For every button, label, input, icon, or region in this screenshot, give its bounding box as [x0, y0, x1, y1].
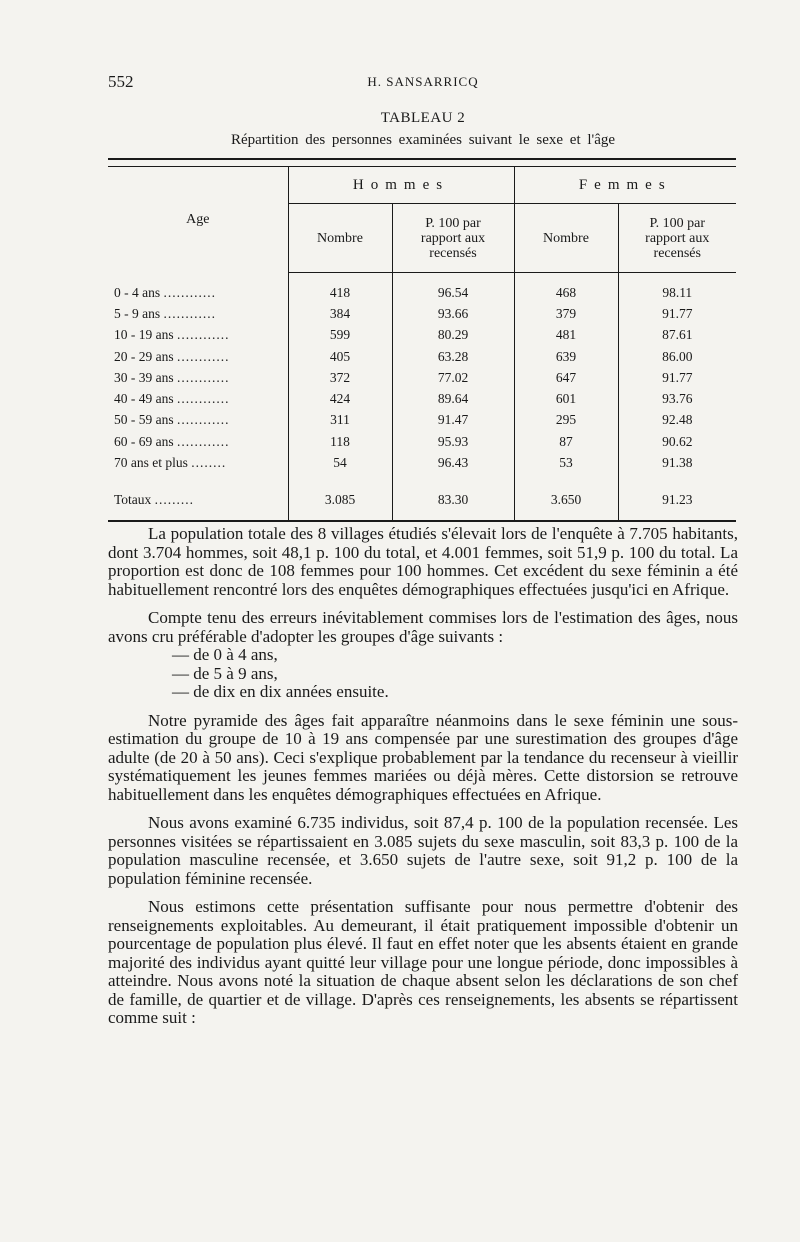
header-pct-line3: recensés [429, 245, 477, 261]
age-group-cell: 5 - 9 ans ............ [108, 303, 288, 324]
table-row [108, 452, 736, 473]
totals-hommes-nombre: 3.085 [288, 488, 392, 512]
header-group-hommes: Hommes [288, 167, 514, 204]
totals-row [108, 488, 736, 512]
hommes-nombre-cell: 118 [288, 431, 392, 452]
paragraph: Notre pyramide des âges fait apparaître néanmoins dans le sexe féminin une sous-estimation du groupe de 10 à 19 ans compensée par une surestimation des groupes d'âge adulte (de 20 à 50 ans). Ceci s'explique probablement par la tendance du recenseur à vieillir systématiquement les jeunes femmes mariées ou déjà mères. Cette distorsion se retrouve habituellement dans les enquêtes démographiques effectuées en Afrique. [108, 710, 738, 804]
page-header [108, 72, 738, 94]
header-age: Age [108, 167, 288, 273]
header-pct-line1: P. 100 par [649, 215, 706, 231]
header-hommes-pct [392, 204, 514, 273]
table-caption: Répartition des personnes examinées suivant le sexe et l'âge [230, 132, 616, 148]
table-row [108, 282, 736, 303]
paragraph: Nous estimons cette présentation suffisante pour nous permettre d'obtenir des renseignements exploitables. Au demeurant, il était pratiquement impossible d'obtenir un pourcentage de population plus élevé. Il faut en effet noter que les absents étaient en grande majorité des individus ayant quitté leur village pour une longue période, donc impossibles à atteindre. Nous avons noté la situation de chaque absent selon les déclarations de son chef de famille, de quartier et de village. D'après ces renseignements, les absents se répartissent comme suit : [108, 897, 738, 1027]
table-row [108, 325, 736, 346]
totals-femmes-pct: 91.23 [662, 491, 693, 507]
femmes-nombre-cell: 601 [514, 388, 618, 409]
running-head: H. SANSARRICQ [367, 74, 479, 89]
age-group-cell: 50 - 59 ans ............ [108, 410, 288, 431]
age-group-cell: 20 - 29 ans ............ [108, 346, 288, 367]
femmes-pct-cell: 87.61 [662, 327, 693, 343]
hommes-nombre-cell: 54 [288, 452, 392, 473]
hommes-nombre-cell: 405 [288, 346, 392, 367]
totals-femmes-nombre: 3.650 [514, 488, 618, 512]
hommes-nombre-cell: 372 [288, 367, 392, 388]
table-title: TABLEAU 2 [380, 110, 466, 126]
list-item: — de dix en dix années ensuite. [172, 682, 389, 701]
hommes-pct-cell: 95.93 [392, 431, 514, 452]
header-pct-line3: recensés [653, 245, 701, 261]
femmes-nombre-cell: 379 [514, 303, 618, 324]
totals-label-cell: Totaux ......... [108, 488, 288, 512]
hommes-pct-cell: 77.02 [392, 367, 514, 388]
hommes-pct-cell: 91.47 [392, 410, 514, 431]
header-pct-line2: rapport aux [645, 230, 710, 246]
table-row [108, 410, 736, 431]
femmes-nombre-cell: 647 [514, 367, 618, 388]
age-group-cell: 0 - 4 ans ............ [108, 282, 288, 303]
header-femmes-pct [618, 204, 736, 273]
age-group-cell: 10 - 19 ans ............ [108, 325, 288, 346]
table-row [108, 346, 736, 367]
femmes-nombre-cell: 87 [514, 431, 618, 452]
femmes-nombre-cell: 481 [514, 325, 618, 346]
page-number: 552 [108, 72, 134, 91]
femmes-pct-cell: 91.77 [662, 369, 693, 385]
table-row [108, 388, 736, 409]
table-row [108, 431, 736, 452]
header-femmes-nombre: Nombre [514, 204, 618, 273]
hommes-pct-cell: 80.29 [392, 325, 514, 346]
femmes-pct-cell: 98.11 [662, 284, 693, 300]
femmes-pct-cell: 91.38 [662, 455, 693, 471]
age-group-cell: 60 - 69 ans ............ [108, 431, 288, 452]
age-group-cell: 70 ans et plus ........ [108, 452, 288, 473]
table-row [108, 303, 736, 324]
paragraph: La population totale des 8 villages étudiés s'élevait lors de l'enquête à 7.705 habitants, dont 3.704 hommes, soit 48,1 p. 100 du total, et 4.001 femmes, soit 51,9 p. 100 du total. La proportion est donc de 108 femmes pour 100 hommes. Cet excédent du sexe féminin a été habituellement rencontré lors des enquêtes démographiques effectuées jusqu'ici en Afrique. [108, 524, 738, 599]
hommes-pct-cell: 89.64 [392, 388, 514, 409]
femmes-pct-cell: 93.76 [662, 391, 693, 407]
hommes-pct-cell: 96.54 [392, 282, 514, 303]
list-item: — de 0 à 4 ans, [172, 645, 278, 664]
totals-hommes-pct: 83.30 [392, 488, 514, 512]
age-sex-table [108, 158, 736, 522]
age-group-list [172, 646, 738, 702]
header-hommes-nombre: Nombre [288, 204, 392, 273]
header-pct-line2: rapport aux [420, 230, 486, 246]
hommes-pct-cell: 93.66 [392, 303, 514, 324]
femmes-nombre-cell: 53 [514, 452, 618, 473]
hommes-pct-cell: 63.28 [392, 346, 514, 367]
list-item: — de 5 à 9 ans, [172, 663, 278, 683]
hommes-pct-cell: 96.43 [392, 452, 514, 473]
hommes-nombre-cell: 311 [288, 410, 392, 431]
header-group-femmes: Femmes [514, 167, 736, 204]
hommes-nombre-cell: 424 [288, 388, 392, 409]
hommes-nombre-cell: 599 [288, 325, 392, 346]
femmes-pct-cell: 91.77 [662, 305, 693, 321]
body-text [108, 525, 738, 1038]
femmes-pct-cell: 86.00 [662, 348, 693, 364]
femmes-pct-cell: 92.48 [662, 412, 693, 428]
table-row [108, 367, 736, 388]
femmes-nombre-cell: 639 [514, 346, 618, 367]
femmes-nombre-cell: 468 [514, 282, 618, 303]
paragraph: Nous avons examiné 6.735 individus, soit 87,4 p. 100 de la population recensée. Les personnes visitées se répartissaient en 3.085 sujets du sexe masculin, soit 83,3 p. 100 de la population masculine recensée, et 3.650 sujets de l'autre sexe, soit 91,2 p. 100 de la population féminine recensée. [108, 813, 738, 888]
hommes-nombre-cell: 418 [288, 282, 392, 303]
hommes-nombre-cell: 384 [288, 303, 392, 324]
header-pct-line1: P. 100 par [425, 215, 481, 231]
age-group-cell: 30 - 39 ans ............ [108, 367, 288, 388]
table-top-rule [108, 159, 736, 167]
paragraph: Compte tenu des erreurs inévitablement commises lors de l'estimation des âges, nous avons cru préférable d'adopter les groupes d'âge suivants : [108, 608, 738, 646]
femmes-pct-cell: 90.62 [662, 433, 693, 449]
age-group-cell: 40 - 49 ans ............ [108, 388, 288, 409]
femmes-nombre-cell: 295 [514, 410, 618, 431]
